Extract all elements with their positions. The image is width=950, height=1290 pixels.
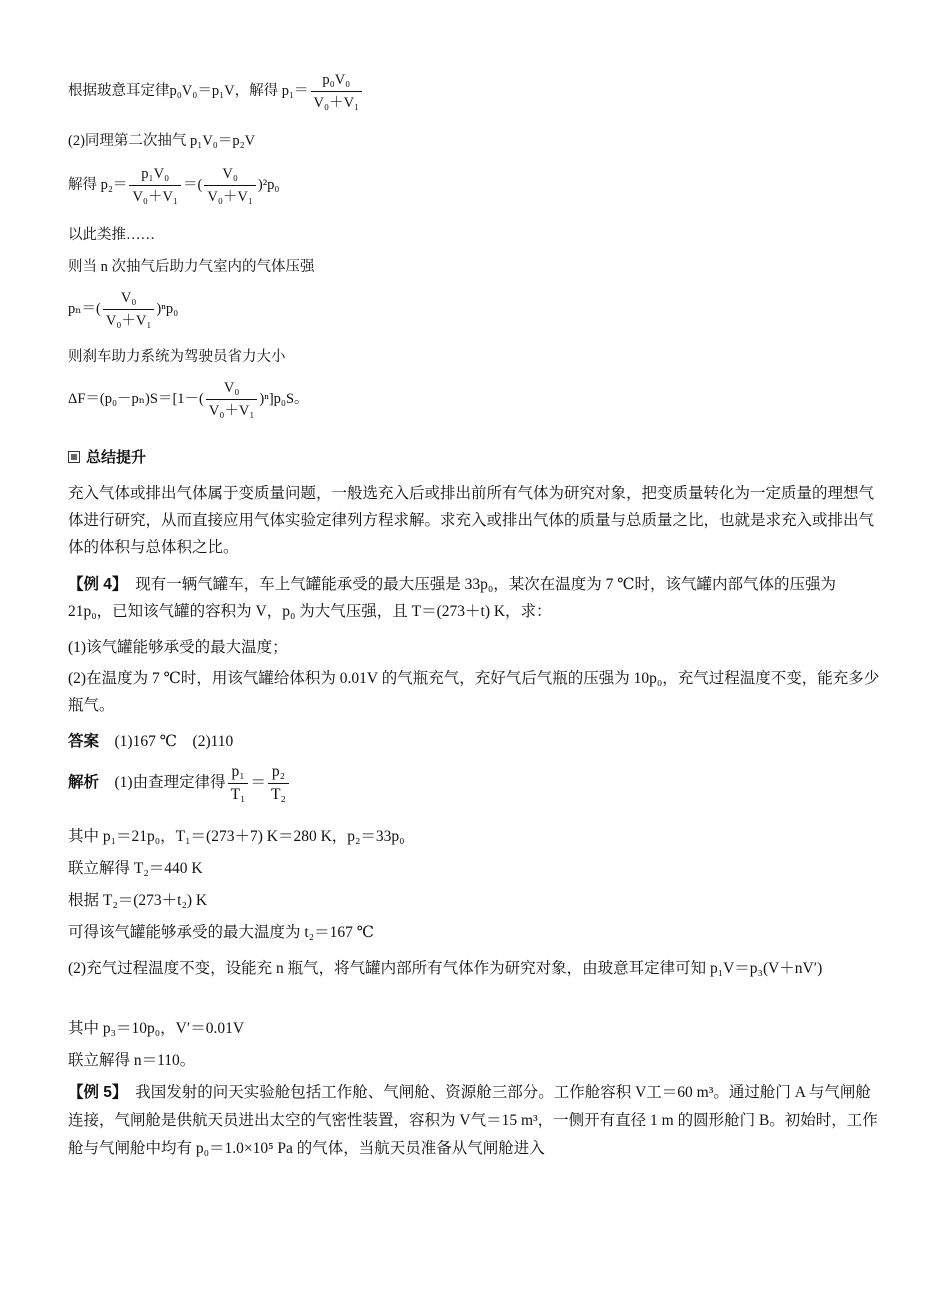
equation-run: )ⁿ]p₀S。 — [259, 390, 309, 407]
derivation-line-2: (2)同理第二次抽气 p₁V₀＝p₂V — [68, 133, 256, 149]
fraction-denominator: T₁ — [230, 786, 246, 803]
fraction-denominator: V₀＋V₁ — [132, 189, 178, 205]
derivation-line-5: 则当 n 次抽气后助力气室内的气体压强 — [68, 259, 315, 275]
example-stem-text: 我国发射的问天实验舱包括工作舱、气闸舱、资源舱三部分。工作舱容积 V工＝60 m³。通过舱门 A 与气闸舱连接，气闸舱是供航天员进出太空的气密性装置，容积为 V气＝15 m³，一侧开有直径 1 m 的圆形舱门 B。初始时，工作舱与气闸舱中均有 p₀＝1.0×10⁵ Pa 的气体，当航天员准备从气闸舱进入 — [68, 1084, 878, 1157]
example-label: 【例 4】 — [68, 576, 120, 593]
fraction-denominator: V₀＋V₁ — [208, 403, 255, 419]
analysis-step-4: 可得该气罐能够承受的最大温度为 t₂＝167 ℃ — [68, 924, 375, 941]
example-4-stem — [68, 571, 883, 625]
answer-text: (1)167 ℃ (2)110 — [99, 733, 234, 750]
equation-run: ΔF＝(p₀－pₙ)S＝[1－( — [68, 390, 204, 407]
derivation-line-6 — [68, 288, 178, 331]
derivation-line-8 — [68, 378, 309, 421]
equation-run: ＝( — [183, 176, 203, 193]
example-label: 【例 5】 — [68, 1084, 120, 1101]
analysis-step-6: 其中 p₃＝10p₀，V′＝0.01V — [68, 1020, 245, 1037]
fraction-numerator: V₀ — [204, 164, 256, 186]
fraction — [204, 164, 256, 207]
equation-run: )ⁿp₀ — [156, 300, 179, 317]
fraction-denominator: V₀＋V₁ — [207, 189, 253, 205]
analysis-label: 解析 — [68, 774, 100, 792]
example-5-stem — [68, 1079, 883, 1163]
fraction — [129, 164, 181, 207]
summary-title: 总结提升 — [86, 449, 147, 466]
equation-run: pₙ＝( — [68, 300, 101, 317]
fraction — [103, 288, 155, 331]
equation-run: 解得 p₂＝ — [68, 176, 128, 193]
derivation-line-3 — [68, 164, 279, 207]
fraction-denominator: V₀＋V₁ — [313, 95, 360, 111]
analysis-step-5: (2)充气过程温度不变，设能充 n 瓶气，将气罐内部所有气体作为研究对象，由玻意耳定律可知 p₁V＝p₃(V＋nV′) — [68, 960, 823, 977]
analysis-step-2: 联立解得 T₂＝440 K — [68, 860, 203, 877]
fraction — [311, 70, 363, 113]
summary-heading — [68, 446, 146, 467]
fraction — [268, 762, 289, 805]
fraction-denominator: V₀＋V₁ — [105, 313, 152, 329]
fraction-numerator: p₀V₀ — [311, 70, 363, 92]
example-stem-text: 现有一辆气罐车，车上气罐能承受的最大压强是 33p₀，某次在温度为 7 ℃时，该气罐内部气体的压强为 21p₀，已知该气罐的容积为 V，p₀ 为大气压强，且 T＝(273＋t) K，求： — [68, 576, 837, 620]
text-run: 根据玻意耳定律 — [68, 82, 170, 99]
fraction — [206, 378, 258, 421]
fraction-numerator: V₀ — [103, 288, 155, 310]
fraction-numerator: V₀ — [206, 378, 258, 400]
fraction-denominator: T₂ — [270, 786, 286, 803]
equation-run: p₀V₀＝p₁V，解得 p₁＝ — [169, 82, 309, 99]
fraction-numerator: p₂ — [268, 762, 289, 784]
derivation-line-4: 以此类推…… — [68, 227, 155, 243]
analysis-step-7: 联立解得 n＝110。 — [68, 1052, 196, 1069]
fraction-numerator: p₁V₀ — [129, 164, 181, 186]
example-4-question-2: (2)在温度为 7 ℃时，用该气罐给体积为 0.01V 的气瓶充气，充好气后气瓶的压强为 10p₀，充气过程温度不变，能充多少瓶气。 — [68, 670, 880, 714]
example-4-answer — [68, 728, 883, 755]
example-4-question-1: (1)该气罐能够承受的最大温度； — [68, 639, 288, 656]
equation-run: ＝ — [250, 774, 266, 792]
square-bullet-icon — [68, 451, 80, 463]
fraction — [228, 762, 249, 805]
answer-label: 答案 — [68, 733, 100, 750]
analysis-step-3: 根据 T₂＝(273＋t₂) K — [68, 892, 208, 909]
analysis-step-1: 其中 p₁＝21p₀，T₁＝(273＋7) K＝280 K，p₂＝33p₀ — [68, 828, 405, 845]
example-4-analysis-lead — [68, 762, 291, 805]
fraction-numerator: p₁ — [228, 762, 249, 784]
equation-run: )²p₀ — [257, 176, 280, 193]
derivation-line-7: 则刹车助力系统为驾驶员省力大小 — [68, 349, 286, 365]
analysis-text: (1)由查理定律得 — [99, 774, 226, 792]
derivation-line-1 — [68, 70, 364, 113]
summary-paragraph: 充入气体或排出气体属于变质量问题，一般选充入后或排出前所有气体为研究对象，把变质量转化为一定质量的理想气体进行研究，从而直接应用气体实验定律列方程求解。求充入或排出气体的质量与总质量之比，也就是求充入或排出气体的体积与总体积之比。 — [68, 485, 875, 556]
